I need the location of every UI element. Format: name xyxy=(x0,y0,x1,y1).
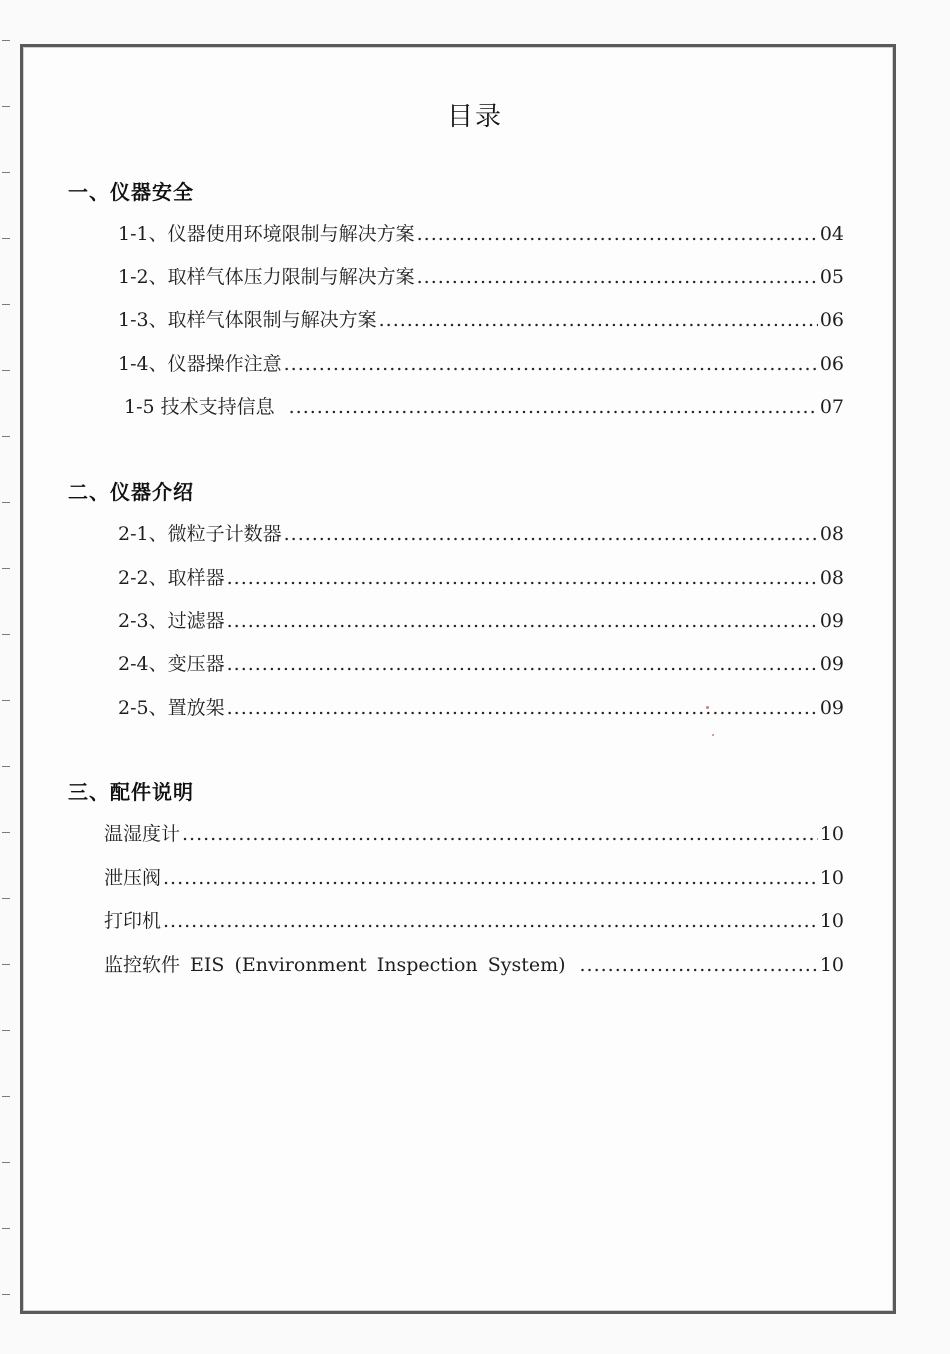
toc-entry[interactable] xyxy=(118,352,844,376)
toc-entry-label: 2-1、微粒子计数器 xyxy=(118,523,282,545)
toc-entry-page: 10 xyxy=(819,823,844,845)
toc-leader-dots xyxy=(163,866,818,890)
toc-entry-label: 1-3、取样气体限制与解决方案 xyxy=(118,309,377,331)
section-heading-safety: 一、仪器安全 xyxy=(68,180,194,204)
scan-speck xyxy=(712,734,714,736)
toc-entry[interactable] xyxy=(104,822,844,846)
toc-entry[interactable] xyxy=(118,522,844,546)
toc-entry[interactable] xyxy=(118,609,844,633)
toc-entry-label: 打印机 xyxy=(104,910,162,932)
toc-entry-label: 2-4、变压器 xyxy=(118,653,225,675)
toc-entry-page: 05 xyxy=(819,266,844,288)
toc-entry-page: 09 xyxy=(819,610,844,632)
toc-leader-dots xyxy=(182,822,818,846)
toc-entry-label: 1-5 技术支持信息 xyxy=(124,396,275,418)
toc-entry-label: 温湿度计 xyxy=(104,823,181,845)
toc-entry-page: 09 xyxy=(819,653,844,675)
toc-entry[interactable] xyxy=(118,696,844,720)
toc-entry-page: 10 xyxy=(819,954,844,976)
toc-leader-dots xyxy=(417,222,818,246)
toc-entry-page: 09 xyxy=(819,697,844,719)
toc-leader-dots xyxy=(379,308,818,332)
toc-leader-dots xyxy=(227,609,818,633)
toc-leader-dots xyxy=(227,652,818,676)
toc-entry[interactable] xyxy=(124,395,844,419)
toc-entry-page: 10 xyxy=(819,910,844,932)
toc-entry-label: 1-2、取样气体压力限制与解决方案 xyxy=(118,266,415,288)
toc-leader-dots xyxy=(227,566,818,590)
toc-entry-label: 2-2、取样器 xyxy=(118,567,225,589)
toc-entry-page: 06 xyxy=(819,309,844,331)
toc-leader-dots xyxy=(227,696,818,720)
toc-entry[interactable] xyxy=(118,566,844,590)
toc-entry[interactable] xyxy=(104,909,844,933)
binding-margin xyxy=(0,0,14,1354)
toc-leader-dots xyxy=(163,909,818,933)
toc-entry-label: 2-5、置放架 xyxy=(118,697,225,719)
toc-leader-dots xyxy=(417,265,818,289)
toc-entry-page: 10 xyxy=(819,867,844,889)
toc-entry[interactable] xyxy=(118,308,844,332)
toc-entry-label: 监控软件 EIS (Environment Inspection System) xyxy=(104,954,566,976)
toc-entry[interactable] xyxy=(104,866,844,890)
toc-entry-page: 07 xyxy=(819,396,844,418)
toc-leader-dots xyxy=(284,352,818,376)
toc-entry-page: 08 xyxy=(819,567,844,589)
toc-entry[interactable] xyxy=(118,265,844,289)
toc-entry-label: 1-1、仪器使用环境限制与解决方案 xyxy=(118,223,415,245)
toc-leader-dots xyxy=(580,953,818,977)
toc-entry-label: 1-4、仪器操作注意 xyxy=(118,353,282,375)
toc-title: 目录 xyxy=(446,102,503,132)
toc-entry-page: 06 xyxy=(819,353,844,375)
toc-entry[interactable] xyxy=(118,222,844,246)
toc-entry-label: 泄压阀 xyxy=(104,867,162,889)
section-heading-accessories: 三、配件说明 xyxy=(68,780,194,804)
toc-leader-dots xyxy=(284,522,818,546)
section-heading-intro: 二、仪器介绍 xyxy=(68,480,194,504)
toc-entry[interactable] xyxy=(104,953,844,977)
toc-entry[interactable] xyxy=(118,652,844,676)
toc-entry-label: 2-3、过滤器 xyxy=(118,610,225,632)
toc-leader-dots xyxy=(289,395,818,419)
toc-entry-page: 08 xyxy=(819,523,844,545)
scan-speck xyxy=(706,706,709,709)
toc-entry-page: 04 xyxy=(819,223,844,245)
